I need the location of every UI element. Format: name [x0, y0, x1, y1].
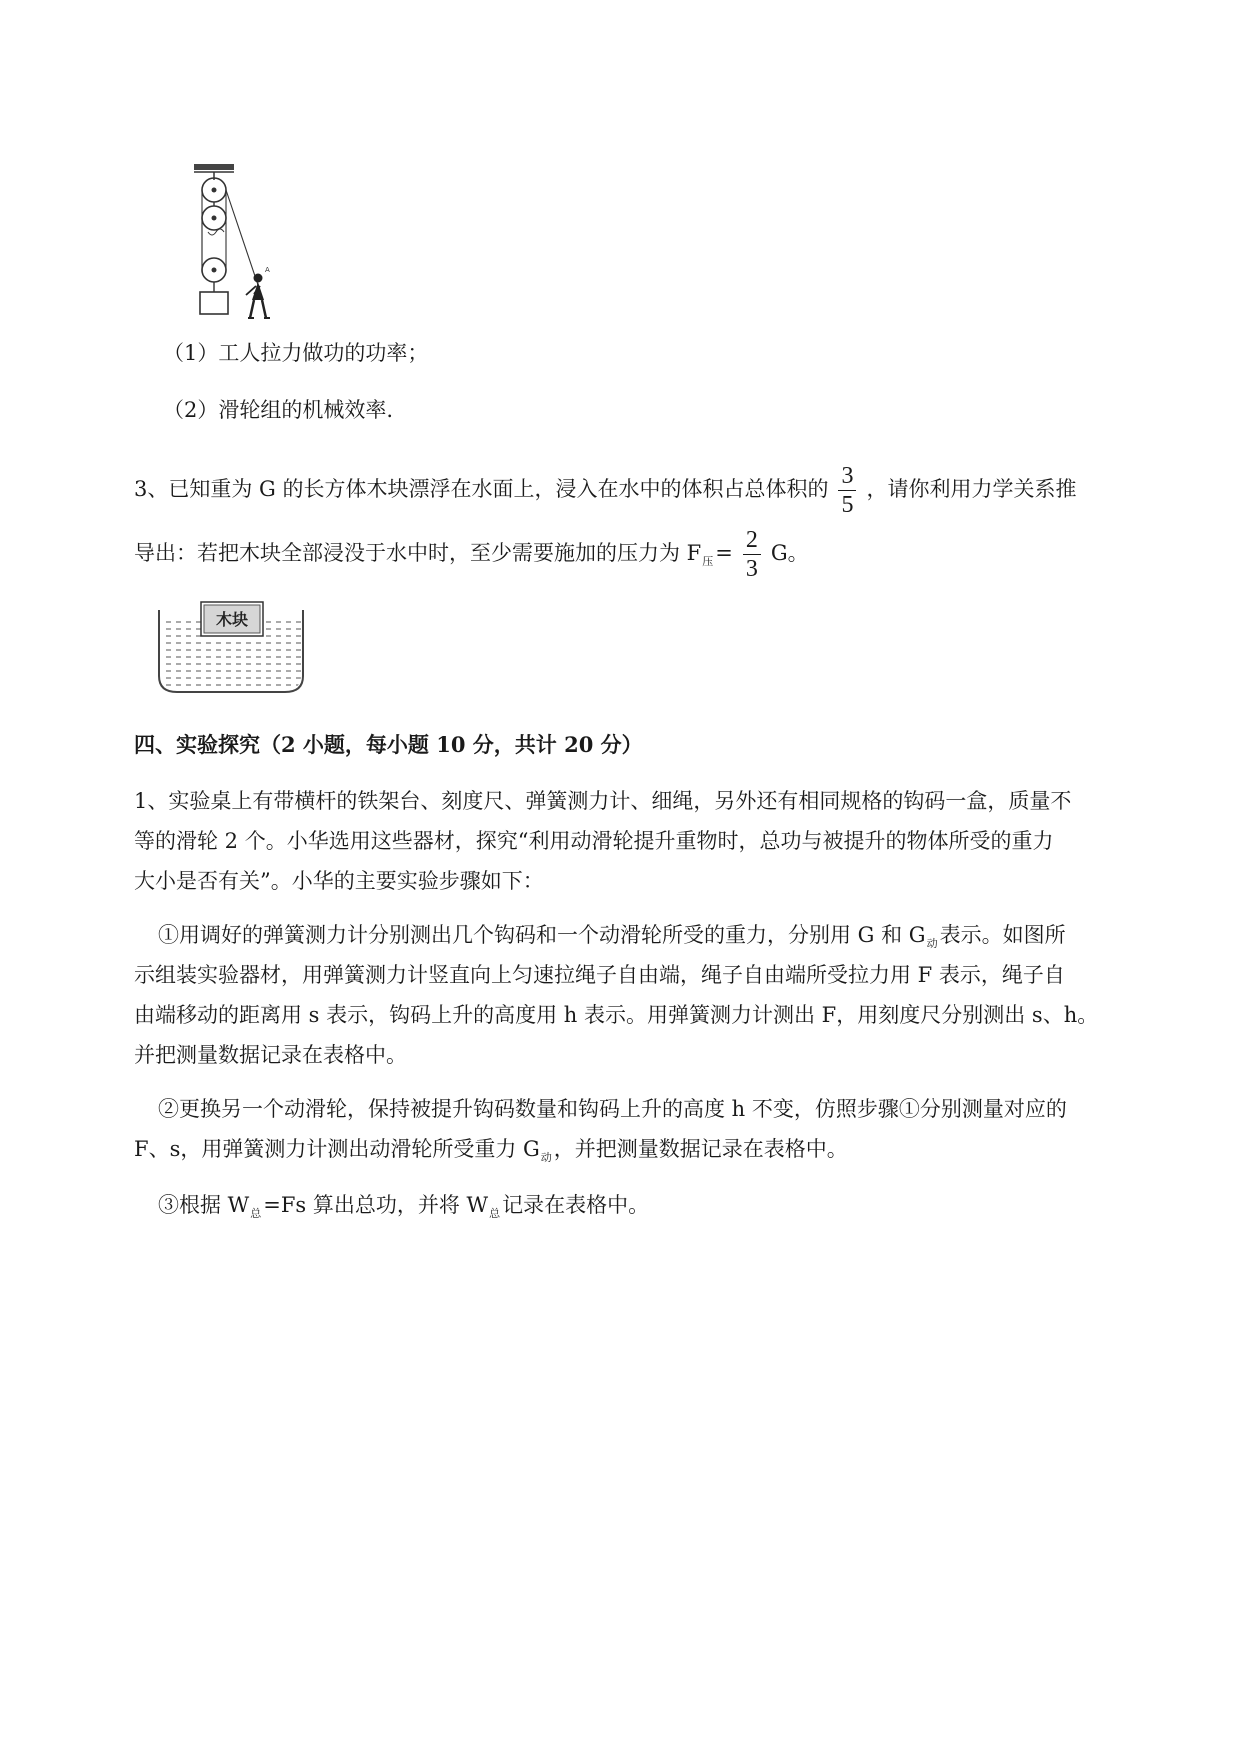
exp1-line1: 1、实验桌上有带横杆的铁架台、刻度尺、弹簧测力计、细绳，另外还有相同规格的钩码一盒，质量不: [134, 789, 1072, 813]
fraction-numerator: 2: [743, 526, 761, 555]
exp1-step1-line1-text-b: 表示。如图所: [939, 923, 1066, 947]
exp1-step2-line2: [134, 1134, 848, 1173]
exp1-line2: 等的滑轮 2 个。小华选用这些器材，探究“利用动滑轮提升重物时，总功与被提升的物体所受的重力: [134, 829, 1054, 853]
subscript-zong: 总: [250, 1207, 262, 1220]
fraction-numerator: 3: [838, 462, 856, 491]
exp1-step1-line2: 示组装实验器材，用弹簧测力计竖直向上匀速拉绳子自由端，绳子自由端所受拉力用 F 表示，绳子自: [134, 963, 1065, 987]
exp1-step3: [158, 1190, 649, 1229]
exp1-step1-line1: [158, 920, 1066, 959]
q3-line1-text-a: 3、已知重为 G 的长方体木块漂浮在水面上，浸入在水中的体积占总体积的: [134, 477, 829, 501]
wood-block-label: 木块: [215, 610, 249, 629]
fraction-denominator: 3: [745, 556, 758, 582]
subscript-dong: 动: [540, 1151, 552, 1164]
section-4-heading: 四、实验探究（2 小题，每小题 10 分，共计 20 分）: [134, 732, 643, 757]
exp1-step1-line3: 由端移动的距离用 s 表示，钩码上升的高度用 h 表示。用弹簧测力计测出 F，用刻度尺分别测出 s、h。: [134, 1003, 1099, 1027]
fraction-three-fifths: [838, 462, 856, 519]
q2-part1: （1）工人拉力做功的功率；: [163, 341, 429, 365]
q3-line2-text-b: G。: [770, 541, 809, 565]
fraction-denominator: 5: [841, 492, 854, 518]
subscript-ya: 压: [702, 555, 714, 568]
exp1-step1-line1-text-a: ①用调好的弹簧测力计分别测出几个钩码和一个动滑轮所受的重力，分别用 G 和 G: [158, 923, 926, 947]
exp1-step2-line2-text-a: F、s，用弹簧测力计测出动滑轮所受重力 G: [134, 1137, 540, 1161]
exp1-step2-line2-text-b: ，并把测量数据记录在表格中。: [553, 1137, 848, 1161]
exp1-step2-line1: ②更换另一个动滑轮，保持被提升钩码数量和钩码上升的高度 h 不变，仿照步骤①分别测量对应的: [158, 1097, 1067, 1121]
pulley-system-figure: [188, 160, 288, 325]
q3-line1: [134, 462, 1076, 519]
q3-line2: [134, 526, 809, 583]
floating-block-figure: [155, 598, 307, 694]
q2-part2: （2）滑轮组的机械效率.: [163, 398, 394, 422]
exp1-step3-text-b: =Fs 算出总功，并将 W: [263, 1193, 489, 1217]
subscript-zong: 总: [489, 1207, 501, 1220]
q3-line1-text-b: ，请你利用力学关系推: [866, 477, 1077, 501]
q3-line2-text-a: 导出：若把木块全部浸没于水中时，至少需要施加的压力为 F: [134, 541, 702, 565]
exp1-step3-text-c: 记录在表格中。: [502, 1193, 650, 1217]
exp1-step3-text-a: ③根据 W: [158, 1193, 250, 1217]
exp1-step1-line4: 并把测量数据记录在表格中。: [134, 1043, 407, 1067]
fraction-two-thirds: [743, 526, 761, 583]
pulley-label-a: A: [265, 266, 270, 274]
subscript-dong: 动: [926, 937, 938, 950]
equals-sign: =: [715, 541, 733, 565]
exp1-line3: 大小是否有关”。小华的主要实验步骤如下：: [134, 869, 544, 893]
